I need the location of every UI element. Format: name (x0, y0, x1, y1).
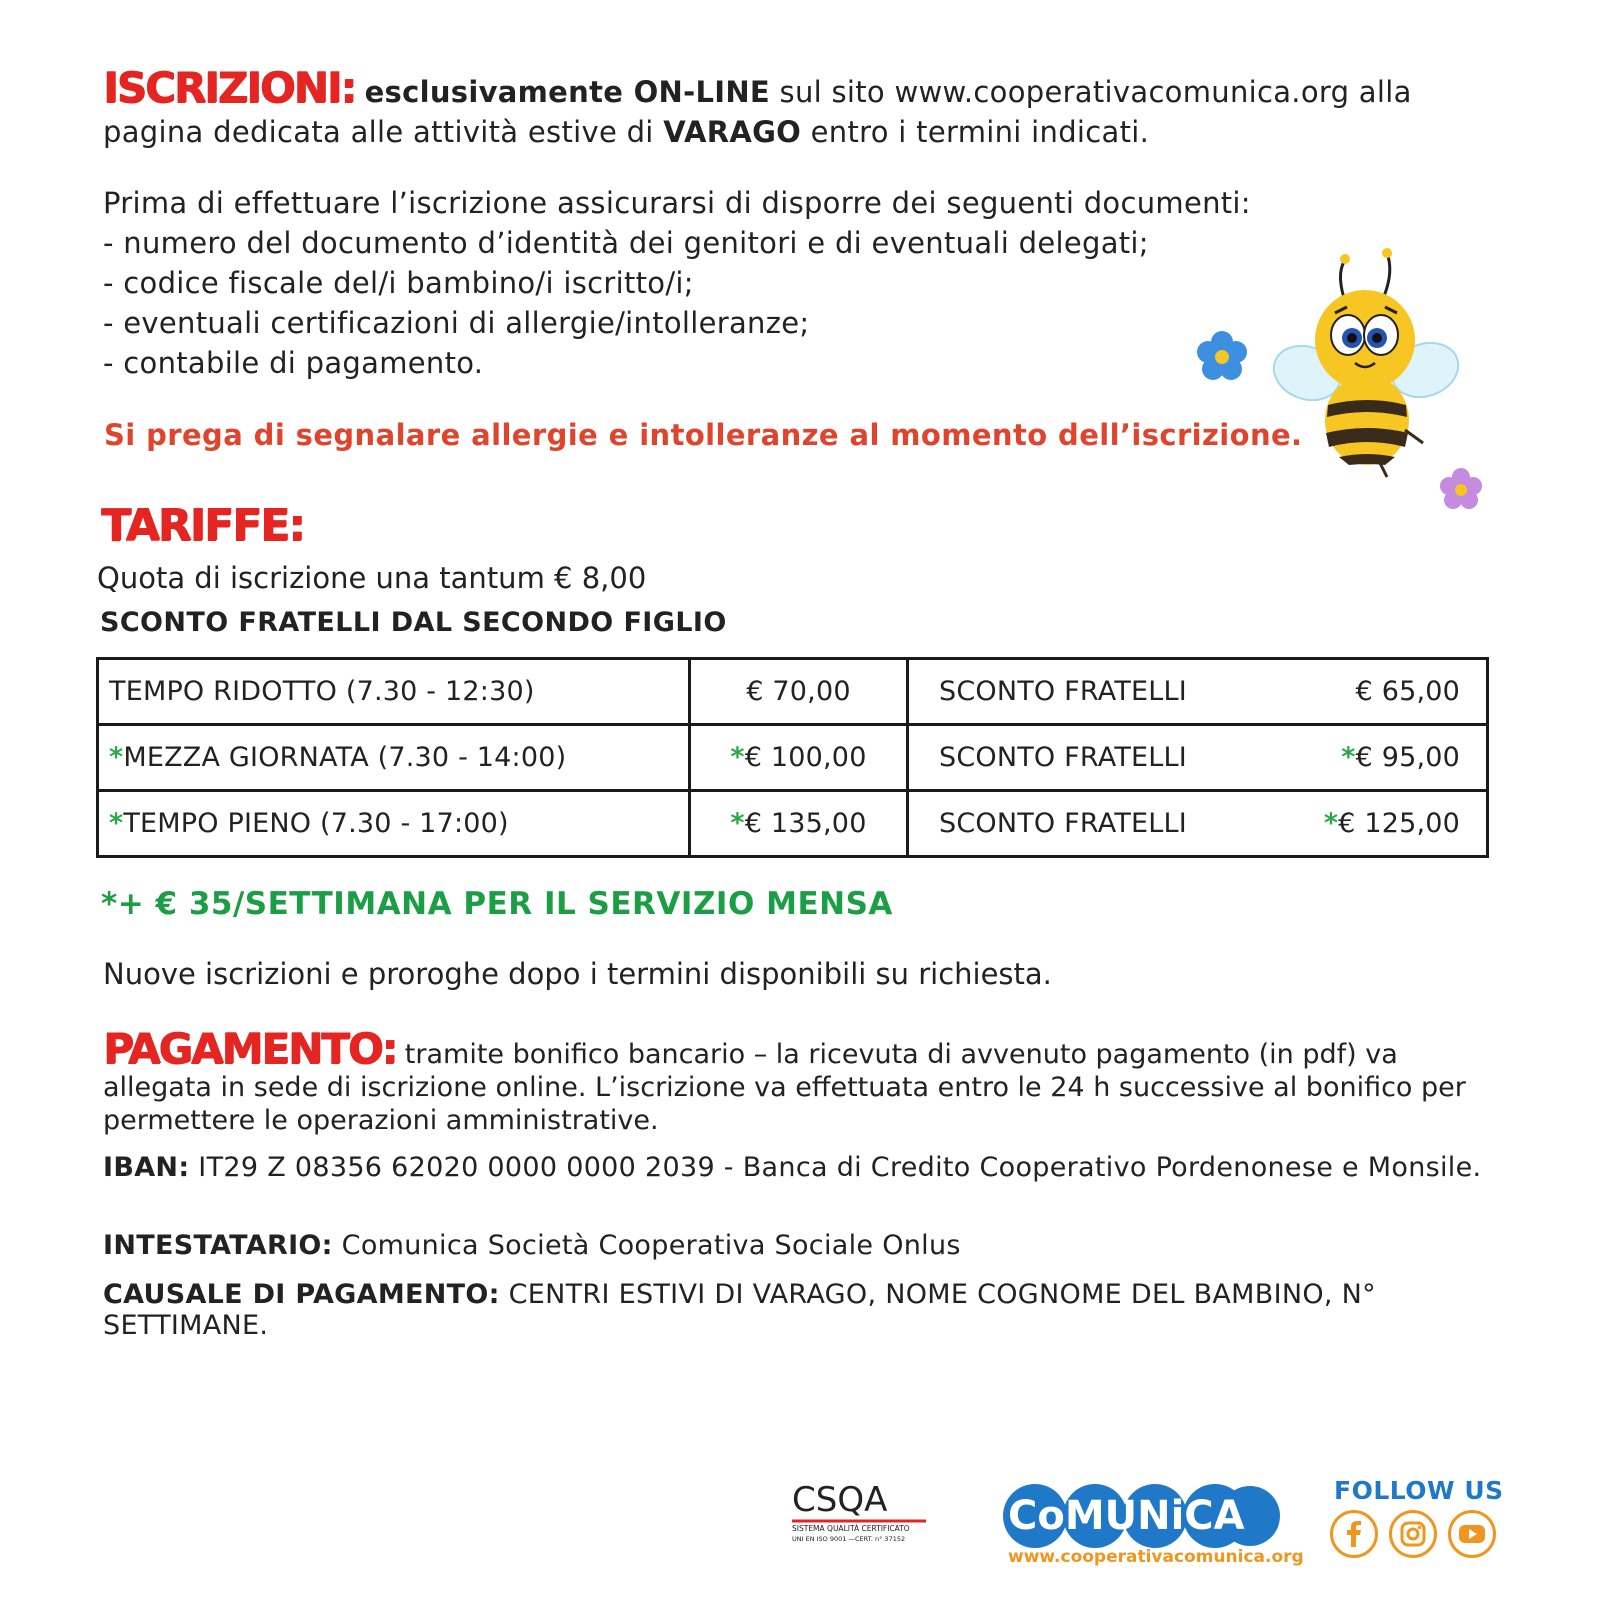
asterisk-marker: * (109, 808, 124, 839)
causale-line (103, 1279, 1513, 1341)
facebook-button[interactable] (1330, 1510, 1378, 1558)
iscrizioni-text-2: entro i termini indicati. (801, 115, 1150, 149)
comunica-logo-text: CoMUNiCA (1008, 1493, 1245, 1539)
youtube-icon (1458, 1523, 1486, 1545)
rate-price: € 70,00 (746, 676, 851, 707)
facebook-icon (1342, 1520, 1366, 1548)
causale-value: CENTRI ESTIVI DI VARAGO, NOME COGNOME DEL BAMBINO, N° SETTIMANE. (103, 1279, 1376, 1341)
iscrizioni-place: VARAGO (663, 115, 802, 149)
rate-price: € 135,00 (744, 808, 867, 839)
rate-price: € 100,00 (744, 742, 867, 773)
rate-price-cell (690, 659, 908, 725)
asterisk-marker: * (730, 742, 745, 773)
iscrizioni-section (103, 63, 1503, 152)
rate-price-cell (690, 725, 908, 791)
sconto-price: € 95,00 (1355, 742, 1460, 773)
document-item: - numero del documento d’identità dei genitori e di eventuali delegati; (103, 226, 1149, 260)
intestatario-line (103, 1230, 1513, 1261)
tariffe-heading: TARIFFE: (101, 500, 304, 551)
instagram-button[interactable] (1389, 1510, 1437, 1558)
sconto-cell (908, 659, 1488, 725)
rate-price-cell (690, 791, 908, 857)
document-item: - codice fiscale del/i bambino/i iscritto/i; (103, 266, 694, 300)
allergy-note: Si prega di segnalare allergie e intolleranze al momento dell’iscrizione. (104, 418, 1303, 452)
iscrizioni-bold-intro: esclusivamente ON-LINE (364, 75, 771, 109)
table-row (98, 725, 1488, 791)
iscrizioni-heading: ISCRIZIONI: (103, 63, 356, 112)
rate-label-cell (98, 659, 690, 725)
rate-label-cell (98, 725, 690, 791)
rate-label-cell (98, 791, 690, 857)
nuove-iscrizioni-note: Nuove iscrizioni e proroghe dopo i termini disponibili su richiesta. (103, 957, 1052, 991)
documents-list (103, 183, 1353, 383)
intestatario-value: Comunica Società Cooperativa Sociale Onlus (332, 1230, 961, 1261)
rate-label: MEZZA GIORNATA (7.30 - 14:00) (123, 742, 567, 773)
rate-label: TEMPO PIENO (7.30 - 17:00) (123, 808, 509, 839)
intestatario-label: INTESTATARIO: (103, 1230, 333, 1261)
mensa-note: *+ € 35/SETTIMANA PER IL SERVIZIO MENSA (101, 886, 893, 922)
pagamento-section (103, 1024, 1513, 1137)
instagram-icon (1399, 1520, 1427, 1548)
comunica-url[interactable]: www.cooperativacomunica.org (1008, 1547, 1304, 1567)
sconto-cell (908, 791, 1488, 857)
bee-illustration (1195, 245, 1495, 525)
csqa-cert: UNI EN ISO 9001 —CERT. n° 37152 (792, 1535, 906, 1543)
csqa-logo (792, 1465, 932, 1545)
document-item: - eventuali certificazioni di allergie/intolleranze; (103, 306, 810, 340)
csqa-logo-text: CSQA (792, 1480, 888, 1520)
table-row (98, 659, 1488, 725)
sconto-fratelli-title: SCONTO FRATELLI DAL SECONDO FIGLIO (100, 607, 727, 638)
iban-label: IBAN: (103, 1152, 190, 1183)
pagamento-text: tramite bonifico bancario – la ricevuta di avvenuto pagamento (in pdf) va allegata in sede di iscrizione online. L’iscrizione va effettuata entro le 24 h successive al bonifico per permettere le operazioni amministrative. (103, 1039, 1466, 1136)
sconto-label: SCONTO FRATELLI (939, 676, 1187, 707)
asterisk-marker: * (1323, 808, 1339, 839)
sconto-cell (908, 725, 1488, 791)
asterisk-marker: * (1341, 742, 1356, 773)
document-item: - contabile di pagamento. (103, 346, 484, 380)
pagamento-heading: PAGAMENTO: (103, 1024, 397, 1073)
documents-intro: Prima di effettuare l’iscrizione assicurarsi di disporre dei seguenti documenti: (103, 186, 1251, 220)
iban-line (103, 1152, 1513, 1183)
causale-label: CAUSALE DI PAGAMENTO: (103, 1279, 500, 1310)
follow-us-label: FOLLOW US (1334, 1476, 1504, 1505)
iban-value: IT29 Z 08356 62020 0000 0000 2039 - Banca di Credito Cooperativo Pordenonese e Monsile. (189, 1152, 1482, 1183)
csqa-caption: SISTEMA QUALITÀ CERTIFICATO (792, 1524, 910, 1533)
sconto-label: SCONTO FRATELLI (939, 742, 1187, 773)
table-row (98, 791, 1488, 857)
rate-label: TEMPO RIDOTTO (7.30 - 12:30) (109, 676, 535, 707)
sconto-price: € 125,00 (1338, 808, 1460, 839)
asterisk-marker: * (109, 742, 124, 773)
iscrizioni-text-1: sul sito www.cooperativacomunica.org alla pagina dedicata alle attività estive di (103, 75, 1412, 149)
youtube-button[interactable] (1448, 1510, 1496, 1558)
asterisk-marker: * (730, 808, 745, 839)
sconto-label: SCONTO FRATELLI (939, 808, 1187, 839)
blue-flower-icon (1197, 331, 1247, 380)
sconto-price: € 65,00 (1355, 676, 1460, 707)
purple-flower-icon (1440, 468, 1482, 509)
rates-table (96, 657, 1489, 858)
quota-iscrizione: Quota di iscrizione una tantum € 8,00 (97, 561, 647, 595)
